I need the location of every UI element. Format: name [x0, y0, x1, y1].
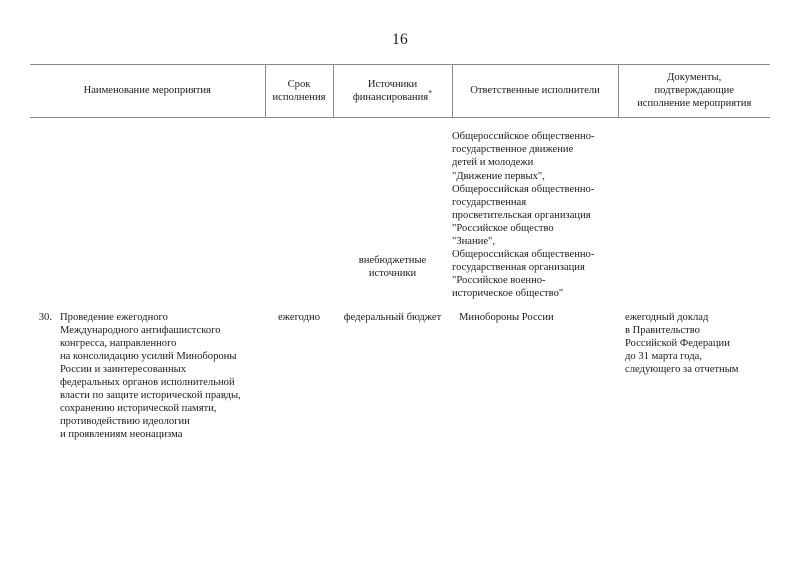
row-documents-line-5: следующего за отчетным: [625, 363, 739, 375]
organizations-row: [30, 130, 770, 300]
row-name-line-5: России и заинтересованных: [60, 363, 187, 375]
organizations-cell-name: [30, 130, 265, 300]
table-body: [30, 118, 770, 442]
row-name-line-10: и проявлениям неонацизма: [60, 429, 183, 441]
measures-table: [30, 64, 770, 441]
spacer-cell-term: [265, 118, 333, 131]
row-documents-line-2: в Правительство: [625, 324, 700, 336]
table-row: [30, 301, 770, 442]
organization-line-8: "Российское общество: [452, 222, 554, 234]
page-number: 16: [392, 31, 408, 48]
spacer-cell-name: [30, 118, 265, 131]
organization-line-4: "Движение первых",: [452, 170, 545, 182]
organization-line-12: "Российское военно-: [452, 275, 546, 287]
column-header-documents-line-1: Документы,: [667, 72, 722, 83]
organization-line-11: государственная организация: [452, 262, 585, 274]
spacer-cell-documents: [618, 118, 770, 131]
column-header-name: [30, 65, 265, 118]
organization-line-1: Общероссийское общественно-: [452, 131, 595, 143]
organizations-cell-responsible: [452, 130, 618, 300]
row-name-line-2: Международного антифашистского: [60, 324, 221, 336]
row-documents-line-4: до 31 марта года,: [625, 350, 702, 362]
column-header-source: [333, 65, 452, 118]
column-header-term-line-2: исполнения: [272, 91, 326, 103]
organization-line-9: "Знание",: [452, 236, 496, 248]
column-header-documents-line-3: исполнение мероприятия: [637, 98, 752, 110]
footnote-marker-icon: *: [428, 88, 433, 98]
row-name-line-7: власти по защите исторической правды,: [60, 390, 241, 402]
row-documents-line-3: Российской Федерации: [625, 337, 730, 349]
column-header-source-line-1: Источники: [367, 78, 418, 90]
column-header-source-line-2: [338, 88, 448, 104]
organization-line-5: Общероссийская общественно-: [452, 183, 595, 195]
row-name-line-8: сохранению исторической памяти,: [60, 403, 217, 415]
organization-line-13: историческое общество": [452, 288, 564, 300]
column-header-documents: [618, 65, 770, 118]
row-name-line-1: Проведение ежегодного: [60, 311, 168, 323]
spacer-cell-responsible: [452, 118, 618, 131]
organizations-cell-documents: [618, 130, 770, 300]
funding-source-text: [333, 254, 452, 280]
spacer-cell-source: [333, 118, 452, 131]
row-name-line-4: на консолидацию усилий Минобороны: [60, 350, 237, 362]
table-header-row: [30, 65, 770, 118]
funding-source-line-2: источники: [368, 268, 417, 280]
row-source-cell: федеральный бюджет: [343, 311, 442, 323]
row-name-cell: [30, 301, 265, 442]
header-spacer-row: [30, 118, 770, 131]
row-name-text: [60, 311, 259, 442]
organization-line-7: просветительская организация: [452, 209, 591, 221]
row-documents-cell: [618, 301, 770, 442]
organization-line-3: детей и молодежи: [452, 157, 534, 169]
row-name-line-3: конгресса, направленного: [60, 337, 177, 349]
column-header-documents-line-2: подтверждающие: [654, 85, 734, 97]
column-header-responsible-line-1: Ответственные исполнители: [470, 85, 600, 97]
table-header: [30, 65, 770, 118]
organizations-cell-term: [265, 130, 333, 300]
organization-line-10: Общероссийская общественно-: [452, 249, 595, 261]
row-documents-line-1: ежегодный доклад: [625, 311, 709, 323]
row-name-line-9: противодействию идеологии: [60, 416, 190, 428]
column-header-source-text: финансирования: [352, 91, 429, 103]
column-header-term-line-1: Срок: [287, 78, 311, 90]
column-header-term: [265, 65, 333, 118]
row-name-line-6: федеральных органов исполнительной: [60, 376, 235, 388]
row-number: 30.: [38, 311, 52, 323]
row-responsible-cell: Минобороны России: [459, 311, 554, 323]
column-header-name-line-1: Наименование мероприятия: [83, 85, 211, 97]
row-term-cell: ежегодно: [277, 311, 320, 323]
organization-line-6: государственная: [452, 196, 527, 208]
organization-line-2: государственное движение: [452, 144, 574, 156]
column-header-responsible: [452, 65, 618, 118]
organizations-cell-funding: [333, 130, 452, 300]
funding-source-line-1: внебюджетные: [358, 255, 427, 267]
